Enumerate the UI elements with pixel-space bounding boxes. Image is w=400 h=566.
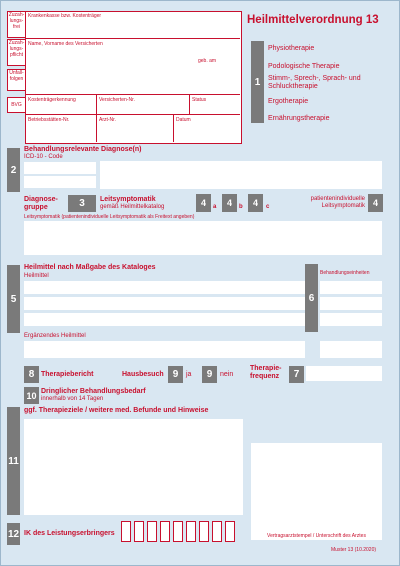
therapieziele-title: ggf. Therapieziele / weitere med. Befunde und Hinweise	[24, 407, 209, 414]
leitsymptomatik-freitext-field[interactable]	[24, 221, 382, 255]
behandlungseinheiten-field-1[interactable]	[320, 281, 382, 294]
dringlich-sub-label: innerhalb von 14 Tagen	[41, 396, 104, 402]
ik-digit-4[interactable]	[160, 521, 170, 542]
therapiefrequenz-label: Therapie- frequenz	[250, 365, 282, 380]
leitsymptomatik-freitext-label: Leitsymptomatik (patientenindividuelle Leitsymptomatik als Freitext angeben)	[24, 214, 195, 220]
heilmittel-field-3[interactable]	[24, 313, 305, 326]
section-1-number: 1	[251, 41, 264, 123]
icd10-label: ICD-10 - Code	[24, 154, 63, 160]
ik-label: IK des Leistungserbringers	[24, 530, 115, 537]
kostentraegerkennung-label: Kostenträgerkennung	[28, 97, 76, 103]
option-physiotherapie[interactable]: Physiotherapie	[268, 45, 315, 52]
ik-digit-3[interactable]	[147, 521, 157, 542]
ik-digit-1[interactable]	[121, 521, 131, 542]
name-label: Name, Vorname des Versicherten	[28, 41, 103, 47]
section-2-number: 2	[7, 148, 20, 192]
ik-digit-2[interactable]	[134, 521, 144, 542]
muster-label: Muster 13 (10.2020)	[331, 547, 377, 553]
ik-digit-5[interactable]	[173, 521, 183, 542]
ik-digit-7[interactable]	[199, 521, 209, 542]
status-label: Status	[192, 97, 207, 103]
behandlungseinheiten-field-3[interactable]	[320, 313, 382, 326]
arztstempel-label: Vertragsarztstempel / Unterschrift des Arztes	[267, 533, 366, 539]
section-5-number: 5	[7, 265, 20, 333]
patientenindividuelle-label: patientenindividuelle Leitsymptomatik	[310, 196, 365, 209]
leitsymptomatik-a-box[interactable]: 4	[196, 194, 211, 212]
form-title: Heilmittelverordnung 13	[247, 14, 379, 26]
krankenkasse-label: Krankenkasse bzw. Kostenträger	[28, 13, 102, 19]
unfallfolgen-checkbox[interactable]: Unfall- folgen	[7, 69, 26, 91]
section-7-number: 7	[289, 366, 304, 383]
icd10-code-field-1[interactable]	[24, 162, 96, 174]
leitsymptomatik-c-box[interactable]: 4	[248, 194, 263, 212]
section-3-number: 3	[68, 195, 96, 212]
section-8-number[interactable]: 8	[24, 366, 39, 383]
ergaenzendes-heilmittel-label: Ergänzendes Heilmittel	[24, 333, 86, 339]
dringlich-label: Dringlicher Behandlungsbedarf	[41, 388, 146, 395]
option-podologische-therapie[interactable]: Podologische Therapie	[268, 63, 340, 70]
arzt-nr-label: Arzt-Nr.	[99, 117, 116, 123]
diagnose-text-field[interactable]	[100, 161, 382, 189]
section-10-number[interactable]: 10	[24, 387, 39, 404]
heilmittel-label: Heilmittel	[24, 273, 49, 279]
hausbesuch-nein-box[interactable]: 9	[202, 366, 217, 383]
ik-digit-9[interactable]	[225, 521, 235, 542]
betriebsstaetten-nr-label: Betriebsstätten-Nr.	[28, 117, 70, 123]
behandlungseinheiten-label: Behandlungseinheiten	[320, 270, 370, 276]
datum-label: Datum	[176, 117, 191, 123]
diagnosegruppe-label: Diagnose- gruppe	[24, 196, 58, 211]
icd10-code-field-2[interactable]	[24, 176, 96, 188]
heilmittelkatalog-label: gemäß Heilmittelkatalog	[100, 204, 165, 210]
patientenindividuelle-box[interactable]: 4	[368, 194, 383, 212]
leitsymptomatik-b-label: b	[239, 204, 243, 210]
hausbesuch-ja-label: ja	[186, 371, 192, 378]
leitsymptomatik-label: Leitsymptomatik	[100, 196, 156, 203]
therapiefrequenz-field[interactable]	[306, 366, 382, 381]
therapiebericht-label: Therapiebericht	[41, 371, 94, 378]
ergaenzendes-einheiten-field[interactable]	[320, 341, 382, 358]
ergaenzendes-heilmittel-field[interactable]	[24, 341, 305, 358]
versicherten-nr-label: Versicherten-Nr.	[99, 97, 135, 103]
behandlungseinheiten-field-2[interactable]	[320, 297, 382, 310]
leitsymptomatik-c-label: c	[266, 204, 270, 210]
heilmittel-field-2[interactable]	[24, 297, 305, 310]
leitsymptomatik-b-box[interactable]: 4	[222, 194, 237, 212]
geburtsdatum-label: geb. am	[198, 58, 217, 64]
zuzahlungspflicht-checkbox[interactable]: Zuzah- lungs- pflicht	[7, 39, 26, 66]
heilmittel-title: Heilmittel nach Maßgabe des Kataloges	[24, 264, 156, 271]
option-ernaehrungstherapie[interactable]: Ernährungstherapie	[268, 115, 330, 122]
hausbesuch-nein-label: nein	[220, 371, 234, 378]
section-6-number: 6	[305, 264, 318, 332]
option-ergotherapie[interactable]: Ergotherapie	[268, 98, 309, 105]
option-stimm-sprech-sprach-schlucktherapie[interactable]: Stimm-, Sprech-, Sprach- und Schlucktherapie	[268, 75, 361, 90]
zuzahlungsfrei-checkbox[interactable]: Zuzah- lungs- frei	[7, 11, 26, 38]
hausbesuch-label: Hausbesuch	[122, 371, 164, 378]
ik-digit-8[interactable]	[212, 521, 222, 542]
leitsymptomatik-a-label: a	[213, 204, 217, 210]
bvg-checkbox[interactable]: BVG	[7, 97, 26, 113]
heilmittel-field-1[interactable]	[24, 281, 305, 294]
section-12-number: 12	[7, 523, 20, 545]
ik-digit-6[interactable]	[186, 521, 196, 542]
section-11-number: 11	[7, 407, 20, 515]
arztstempel-field[interactable]	[251, 443, 382, 540]
patient-data-box[interactable]	[25, 11, 242, 144]
hausbesuch-ja-box[interactable]: 9	[168, 366, 183, 383]
therapieziele-field[interactable]	[24, 419, 243, 515]
diagnose-title: Behandlungsrelevante Diagnose(n)	[24, 146, 142, 153]
